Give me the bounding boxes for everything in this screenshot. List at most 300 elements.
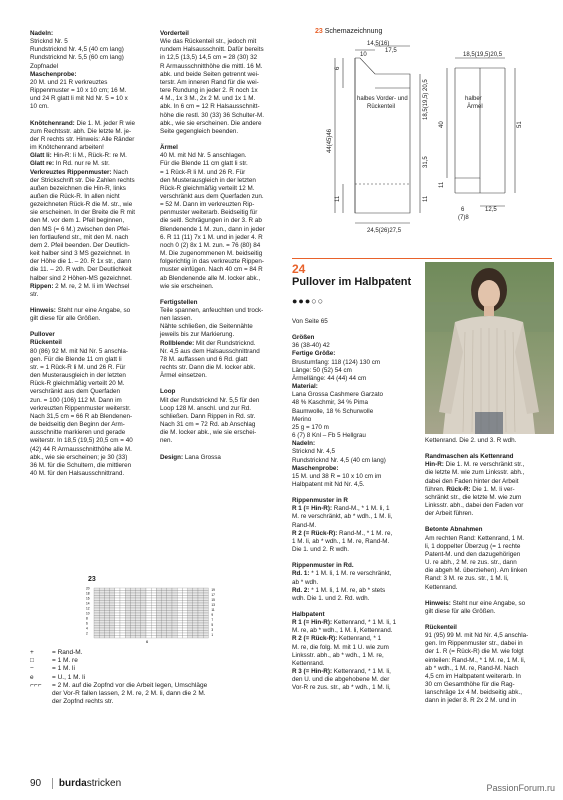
chart-cell bbox=[141, 603, 146, 606]
chart-cell bbox=[162, 606, 167, 609]
chart-cell bbox=[94, 598, 99, 601]
chart-cell bbox=[146, 631, 151, 634]
chart-cell bbox=[104, 588, 109, 591]
text-line: gen. Im Rippenmuster str., dabei in bbox=[425, 640, 523, 648]
text-line: 10 cm. bbox=[30, 103, 49, 111]
legend-symbol bbox=[30, 690, 52, 698]
chart-cell bbox=[141, 631, 146, 634]
text-line: Halbpatent bbox=[292, 611, 325, 618]
chart-cell bbox=[193, 596, 198, 599]
chart-cell bbox=[136, 633, 141, 636]
chart-cell bbox=[110, 596, 115, 599]
text-line: Patent-M. und den dazugehörigen bbox=[425, 550, 521, 558]
chart-cell bbox=[99, 621, 104, 624]
text-line: 20 M. und 21 R verkreuztes bbox=[30, 78, 108, 86]
chart-cell bbox=[104, 598, 109, 601]
text-line: Ärmel einsetzen. bbox=[160, 372, 207, 380]
text-line: 4 M., 1x 3 M., 2x 2 M. und 1x 1 M. bbox=[160, 95, 256, 103]
chart-cell bbox=[167, 608, 172, 611]
chart-cell bbox=[136, 608, 141, 611]
chart-cell bbox=[146, 613, 151, 616]
chart-cell bbox=[104, 633, 109, 636]
chart-cell bbox=[104, 601, 109, 604]
chart-cell bbox=[120, 601, 125, 604]
chart-label: 23 bbox=[88, 576, 96, 583]
chart-cell bbox=[110, 636, 115, 639]
text-line: der 1. R (= Rück-R) die M. wie folgt bbox=[425, 648, 524, 656]
chart-cell bbox=[156, 588, 161, 591]
chart-cell bbox=[146, 636, 151, 639]
chart-cell bbox=[110, 626, 115, 629]
chart-cell bbox=[94, 603, 99, 606]
text-line: Rippenmuster in R bbox=[292, 497, 348, 505]
chart-cell bbox=[177, 598, 182, 601]
chart-legend bbox=[30, 649, 280, 706]
legend-item bbox=[30, 665, 280, 673]
chart-cell bbox=[104, 613, 109, 616]
paragraph-gap bbox=[160, 136, 284, 144]
chart-cell bbox=[167, 588, 172, 591]
chart-cell bbox=[141, 636, 146, 639]
body-outline bbox=[355, 58, 410, 213]
chart-cell bbox=[177, 601, 182, 604]
chart-cell bbox=[156, 636, 161, 639]
chart-cell bbox=[130, 631, 135, 634]
text-line: der Strickschrift str. Die Zahlen rechts bbox=[30, 176, 135, 184]
paragraph-gap bbox=[292, 489, 420, 497]
chart-cell bbox=[182, 596, 187, 599]
text-line: außen die Rück-R. In allen nicht bbox=[30, 192, 120, 200]
chart-cell bbox=[99, 598, 104, 601]
chart-cell bbox=[146, 623, 151, 626]
text-line: M. re, ab * wdh., 1 M. li, Kettenrand. bbox=[292, 627, 393, 635]
text-line: = 1 Rück-R li M. und 26 R. Für bbox=[160, 168, 246, 176]
text-line: schränkt str., die letzte M. wie zum bbox=[425, 493, 522, 501]
chart-cell bbox=[182, 626, 187, 629]
text-line: Randmaschen als Kettenrand bbox=[425, 453, 514, 461]
chart-cell bbox=[141, 588, 146, 591]
chart-cell bbox=[151, 601, 156, 604]
chart-cell bbox=[198, 631, 203, 634]
chart-cell bbox=[141, 611, 146, 614]
chart-cell bbox=[151, 596, 156, 599]
text-line: Rand-M. bbox=[292, 521, 317, 529]
chart-cell bbox=[120, 636, 125, 639]
chart-cell bbox=[110, 603, 115, 606]
chart-cell bbox=[125, 606, 130, 609]
chart-cell bbox=[146, 618, 151, 621]
text-line: 40 M. mit Nd Nr. 5 anschlagen. bbox=[160, 152, 247, 160]
text-line: Mit der Rundstricknd Nr. 5,5 für den bbox=[160, 396, 260, 404]
chart-cell bbox=[104, 631, 109, 634]
legend-item bbox=[30, 698, 280, 706]
chart-cell bbox=[156, 603, 161, 606]
chart-cell bbox=[94, 593, 99, 596]
text-line: 80 (86) 92 M. mit Nd Nr. 5 anschla- bbox=[30, 347, 128, 355]
text-line: Ärmel bbox=[160, 144, 178, 152]
chart-cell bbox=[115, 596, 120, 599]
text-line: Hinweis: Steht nur eine Angabe, so bbox=[425, 599, 526, 607]
text-line: Rd. 2: * 1 M. li, 1 M. re, ab * stets bbox=[292, 586, 386, 594]
chart-cell bbox=[182, 616, 187, 619]
chart-cell bbox=[203, 616, 208, 619]
chart-cell bbox=[198, 611, 203, 614]
chart-cell bbox=[203, 608, 208, 611]
text-line: 48 % Kaschmir, 34 % Pima bbox=[292, 399, 368, 407]
chart-cell bbox=[182, 611, 187, 614]
chart-cell bbox=[167, 591, 172, 594]
chart-cell bbox=[156, 618, 161, 621]
text-line: Rück-R gleichmäßig verteilt 20 M. bbox=[30, 380, 125, 388]
chart-cell bbox=[99, 593, 104, 596]
chart-cell bbox=[136, 601, 141, 604]
chart-cell bbox=[94, 618, 99, 621]
chart-cell bbox=[162, 596, 167, 599]
text-line: Betonte Abnahmen bbox=[425, 526, 483, 534]
column-4 bbox=[425, 437, 555, 706]
chart-cell bbox=[167, 601, 172, 604]
chart-cell bbox=[156, 626, 161, 629]
chart-cell bbox=[156, 613, 161, 616]
chart-cell bbox=[120, 626, 125, 629]
chart-cell bbox=[177, 591, 182, 594]
chart-cell bbox=[193, 601, 198, 604]
chart-cell bbox=[182, 613, 187, 616]
chart-cell bbox=[120, 613, 125, 616]
chart-cell bbox=[182, 588, 187, 591]
chart-cell bbox=[177, 603, 182, 606]
chart-cell bbox=[110, 628, 115, 631]
chart-cell bbox=[188, 628, 193, 631]
chart-cell bbox=[198, 621, 203, 624]
text-line: R 2 (= Rück-R): Rand-M., * 1 M. re, bbox=[292, 529, 393, 537]
legend-symbol: − bbox=[30, 665, 34, 673]
chart-cell bbox=[146, 606, 151, 609]
text-line: Fertigstellen bbox=[160, 298, 198, 306]
text-line: Hin-R: Die 1. M. re verschränkt str., bbox=[425, 461, 525, 469]
chart-cell bbox=[94, 608, 99, 611]
chart-cell bbox=[99, 606, 104, 609]
sleeve-dim-b1b: (7)8 bbox=[458, 215, 469, 221]
chart-row-number: 10 bbox=[86, 611, 90, 616]
chart-cell bbox=[141, 613, 146, 616]
text-line: Nadeln: bbox=[30, 30, 54, 37]
text-line: noch 0 (2) 8x 1 M. zun. = 76 (80) 84 bbox=[160, 241, 261, 249]
chart-cell bbox=[177, 631, 182, 634]
chart-cell bbox=[156, 596, 161, 599]
text-line: der Arbeit führen. bbox=[425, 510, 474, 518]
text-line: gilt diese für alle Größen. bbox=[425, 607, 496, 615]
chart-cell bbox=[203, 613, 208, 616]
text-line: abk., wie sie erscheinen. Die andere bbox=[160, 119, 262, 127]
text-line: verkreuzten Rippenmuster weiterstr. bbox=[30, 404, 131, 412]
chart-cell bbox=[141, 596, 146, 599]
text-line: Nach 31,5 cm = 66 R ab Blendenen- bbox=[30, 412, 133, 420]
watermark: PassionForum.ru bbox=[486, 783, 555, 793]
chart-cell bbox=[141, 593, 146, 596]
text-line: den M. vor dem 1. Pfeil beginnen, bbox=[30, 217, 125, 225]
chart-cell bbox=[94, 631, 99, 634]
legend-item bbox=[30, 674, 280, 682]
chart-cell bbox=[172, 593, 177, 596]
text-line: rundem Halsausschnitt. Dafür bereits bbox=[160, 46, 264, 54]
chart-cell bbox=[136, 621, 141, 624]
text-line: nen lassen. bbox=[160, 315, 193, 323]
text-line: = 52 M. Dann im verkreuzten Rip- bbox=[160, 201, 255, 209]
text-line: Teile spannen, anfeuchten und trock- bbox=[160, 307, 264, 314]
chart-cell bbox=[198, 596, 203, 599]
chart-cell bbox=[130, 606, 135, 609]
paragraph-gap bbox=[292, 554, 420, 562]
chart-cell bbox=[198, 616, 203, 619]
text-line: Die 1. und 2. R wdh. bbox=[292, 546, 350, 554]
chart-cell bbox=[188, 608, 193, 611]
chart-cell bbox=[146, 598, 151, 601]
chart-cell bbox=[136, 603, 141, 606]
chart-cell bbox=[110, 616, 115, 619]
chart-cell bbox=[162, 608, 167, 611]
chart-row-number: 6 bbox=[86, 621, 88, 626]
legend-symbol: + bbox=[30, 649, 34, 656]
chart-cell bbox=[172, 591, 177, 594]
text-line: Baumwolle, 18 % Schurwolle bbox=[292, 407, 374, 415]
chart-cell bbox=[125, 598, 130, 601]
chart-cell bbox=[156, 623, 161, 626]
chart-cell bbox=[167, 593, 172, 596]
text-line: Kettenrand. bbox=[292, 659, 325, 667]
schema-drawing bbox=[315, 38, 555, 253]
chart-cell bbox=[182, 628, 187, 631]
text-line: terstr. Am inneren Rand für die wei- bbox=[160, 78, 259, 86]
chart-cell bbox=[104, 621, 109, 624]
chart-cell bbox=[104, 628, 109, 631]
paragraph-gap bbox=[160, 380, 284, 388]
chart-cell bbox=[130, 613, 135, 616]
chart-row-number: 17 bbox=[211, 593, 215, 597]
text-line: de beidseitig den Beginn der Arm- bbox=[30, 421, 125, 429]
chart-row-number: 18 bbox=[86, 591, 90, 596]
chart-cell bbox=[167, 613, 172, 616]
text-line: Glatt li: Hin-R: li M., Rück-R: re M. bbox=[30, 152, 127, 160]
chart-cell bbox=[177, 616, 182, 619]
chart-cell bbox=[151, 591, 156, 594]
chart-row-number: 20 bbox=[86, 586, 90, 591]
chart-cell bbox=[141, 618, 146, 621]
chart-cell bbox=[156, 633, 161, 636]
chart-cell bbox=[177, 606, 182, 609]
chart-cell bbox=[193, 591, 198, 594]
chart-cell bbox=[193, 611, 198, 614]
text-line: dann in jeder 8. R 2x 2 M. und in bbox=[425, 697, 517, 705]
chart-cell bbox=[167, 626, 172, 629]
text-line: Maschenprobe: bbox=[30, 70, 77, 78]
paragraph-gap bbox=[292, 603, 420, 611]
chart-cell bbox=[104, 593, 109, 596]
legend-symbol bbox=[30, 698, 52, 706]
chart-cell bbox=[167, 623, 172, 626]
chart-cell bbox=[125, 603, 130, 606]
paragraph-gap bbox=[425, 445, 555, 453]
footer bbox=[30, 778, 121, 789]
text-line: Für die Blende 11 cm glatt li str. bbox=[160, 160, 248, 168]
text-line: li, 1 doppelter Überzug (= 1 rechte bbox=[425, 542, 521, 550]
text-line: Verkreuztes Rippenmuster: Nach bbox=[30, 168, 128, 176]
chart-cell bbox=[115, 626, 120, 629]
text-line: 15 M. und 38 R = 10 x 10 cm im bbox=[292, 472, 382, 480]
chart-cell bbox=[136, 616, 141, 619]
chart-cell bbox=[193, 636, 198, 639]
chart-cell bbox=[120, 623, 125, 626]
chart-cell bbox=[115, 618, 120, 621]
chart-cell bbox=[162, 623, 167, 626]
text-line: dem 2. Pfeil beenden. Der Deutlich- bbox=[30, 241, 130, 249]
chart-cell bbox=[136, 613, 141, 616]
text-line: den Musterausgleich in der letzten bbox=[160, 176, 256, 184]
text-line: len fortlaufend str., mit den M. nach bbox=[30, 233, 129, 241]
chart-cell bbox=[162, 591, 167, 594]
chart-cell bbox=[172, 621, 177, 624]
chart-cell bbox=[115, 603, 120, 606]
chart-cell bbox=[151, 598, 156, 601]
chart-cell bbox=[182, 593, 187, 596]
chart-cell bbox=[162, 618, 167, 621]
text-line: Rückenteil bbox=[30, 339, 62, 347]
chart-cell bbox=[104, 626, 109, 629]
text-line: zum Rechtsstr. abh. Die letzte M. je- bbox=[30, 127, 132, 135]
chart-cell bbox=[182, 631, 187, 634]
dim-top-1: 14,5(16) bbox=[367, 41, 390, 47]
chart-cell bbox=[99, 596, 104, 599]
chart-cell bbox=[172, 596, 177, 599]
chart-cell bbox=[120, 616, 125, 619]
text-line: Von Seite 65 bbox=[292, 318, 328, 325]
paragraph-gap bbox=[425, 592, 555, 600]
text-line: sie erscheinen. In der Breite die R mit bbox=[30, 209, 135, 217]
chart-cell bbox=[130, 608, 135, 611]
chart-cell bbox=[99, 588, 104, 591]
sleeve-outline bbox=[455, 68, 480, 178]
chart-cell bbox=[188, 616, 193, 619]
chart-cell bbox=[198, 603, 203, 606]
text-line: Pullover bbox=[30, 331, 55, 339]
chart-cell bbox=[167, 633, 172, 636]
text-line: rechts str. Dann die M. locker abk. bbox=[160, 364, 256, 372]
chart-cell bbox=[193, 606, 198, 609]
chart-cell bbox=[104, 596, 109, 599]
chart-cell bbox=[125, 628, 130, 631]
chart-cell bbox=[198, 613, 203, 616]
difficulty-rating: ●●●○○ bbox=[292, 296, 325, 306]
chart-cell bbox=[172, 616, 177, 619]
chart-cell bbox=[110, 601, 115, 604]
legend-symbol: □ bbox=[30, 657, 34, 665]
column-1 bbox=[30, 30, 154, 478]
chart-cell bbox=[203, 626, 208, 629]
dim-right-bottom: 11 bbox=[423, 195, 429, 202]
text-line: folgerichtig in das verkreuzte Rippen- bbox=[160, 258, 264, 266]
chart-cell bbox=[141, 601, 146, 604]
chart-cell bbox=[120, 591, 125, 594]
chart-cell bbox=[151, 621, 156, 624]
chart-cell bbox=[172, 598, 177, 601]
chart-cell bbox=[125, 623, 130, 626]
chart-cell bbox=[203, 618, 208, 621]
chart-cell bbox=[151, 636, 156, 639]
chart-cell bbox=[130, 623, 135, 626]
text-line: Rundstricknd Nr. 4,5 (40 cm lang) bbox=[30, 46, 124, 54]
text-line: Länge: 50 (52) 54 cm bbox=[292, 366, 352, 374]
schema-title: 23 Schemazeichnung bbox=[315, 28, 383, 35]
chart-cell bbox=[130, 598, 135, 601]
chart-cell bbox=[136, 631, 141, 634]
text-line: Am rechten Rand: Kettenrand, 1 M. bbox=[425, 534, 525, 542]
text-line: R 2 (= Rück-R): Kettenrand, * 1 bbox=[292, 635, 382, 643]
chart-cell bbox=[198, 623, 203, 626]
chart-cell bbox=[156, 611, 161, 614]
chart-cell bbox=[110, 598, 115, 601]
text-line: lanschräge 1x 4 M. beidseitig abk., bbox=[425, 689, 522, 697]
chart-cell bbox=[99, 626, 104, 629]
chart-cell bbox=[188, 606, 193, 609]
dim-top-left: 10 bbox=[360, 52, 367, 58]
chart-cell bbox=[193, 621, 198, 624]
chart-cell bbox=[136, 606, 141, 609]
chart-cell bbox=[193, 628, 198, 631]
chart-cell bbox=[172, 611, 177, 614]
chart-cell bbox=[182, 601, 187, 604]
chart-cell bbox=[188, 611, 193, 614]
chart-cell bbox=[115, 613, 120, 616]
text-line: die M. locker abk., wie sie erschei- bbox=[160, 429, 257, 437]
chart-cell bbox=[177, 623, 182, 626]
chart-cell bbox=[198, 601, 203, 604]
text-line: Größen bbox=[292, 334, 315, 342]
chart-cell bbox=[125, 601, 130, 604]
text-line: verschränkt aus dem Querfaden bbox=[30, 388, 120, 396]
chart-cell bbox=[203, 601, 208, 604]
text-line: M. re verschränkt, ab * wdh., 1 M. li, bbox=[292, 513, 393, 521]
chart-cell bbox=[177, 608, 182, 611]
chart-cell bbox=[120, 606, 125, 609]
chart-cell bbox=[99, 608, 104, 611]
text-line: ausschnitte markieren und gerade bbox=[30, 429, 126, 437]
chart-cell bbox=[146, 588, 151, 591]
chart-cell bbox=[167, 616, 172, 619]
chart-cell bbox=[125, 591, 130, 594]
chart-cell bbox=[162, 636, 167, 639]
text-line: außen bezeichnen die Hin-R, links bbox=[30, 184, 126, 192]
chart-cell bbox=[136, 591, 141, 594]
body-label-1: halbes Vorder- und bbox=[357, 96, 408, 102]
legend-symbol: ⌐⌐⌐ bbox=[30, 681, 42, 689]
chart-cell bbox=[141, 608, 146, 611]
chart-cell bbox=[146, 608, 151, 611]
text-line: 91 (95) 99 M. mit Nd Nr. 4,5 anschla- bbox=[425, 632, 529, 640]
chart-cell bbox=[104, 623, 109, 626]
text-line: halber sind 2 Höhen-MS gezeichnet. bbox=[30, 274, 132, 282]
chart-cell bbox=[151, 603, 156, 606]
chart-cell bbox=[172, 588, 177, 591]
chart-cell bbox=[162, 603, 167, 606]
chart-cell bbox=[104, 603, 109, 606]
chart-cell bbox=[182, 603, 187, 606]
text-line: Linksstr. abh., dabei den Faden vor bbox=[425, 502, 524, 510]
chart-cell bbox=[172, 613, 177, 616]
paragraph-gap bbox=[292, 326, 420, 334]
chart-cell bbox=[156, 608, 161, 611]
text-line: Rückenteil bbox=[425, 623, 457, 631]
chart-cell bbox=[125, 596, 130, 599]
